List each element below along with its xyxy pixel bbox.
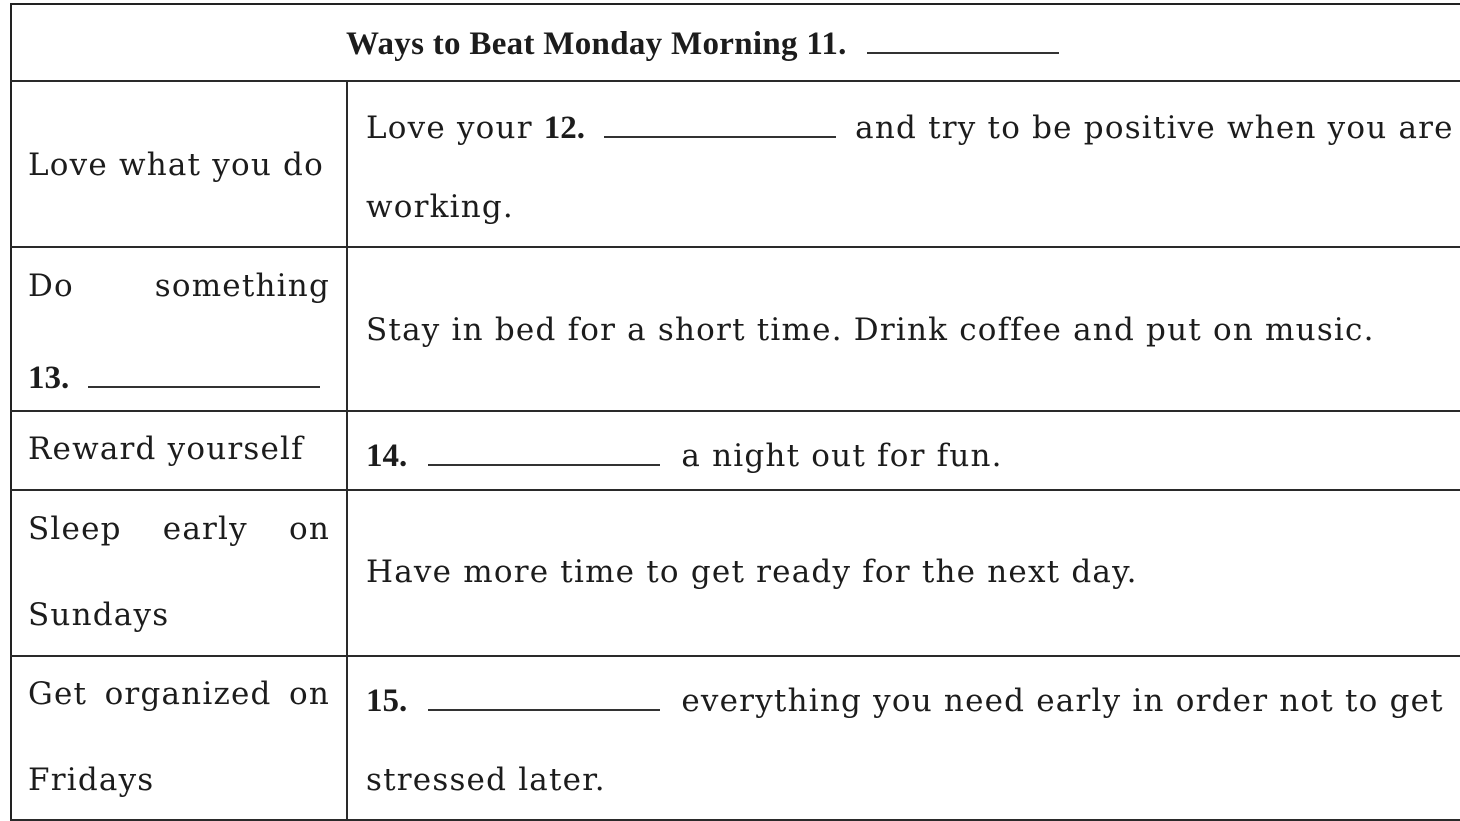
row1-number: 12. — [543, 110, 586, 146]
row3-suffix: a night out for fun. — [681, 438, 1003, 474]
row5-right-line2: stressed later. — [366, 762, 606, 798]
row5-left-word1: Get — [28, 676, 88, 712]
row2-left-line2 — [28, 356, 320, 395]
row2-left-line1 — [28, 268, 330, 304]
row4-left-word3: on — [288, 511, 330, 547]
row2-left-word2: something — [154, 268, 330, 304]
row5-left-line2: Fridays — [28, 762, 155, 798]
answer-blank-14[interactable] — [428, 434, 660, 466]
row2-number: 13. — [28, 360, 70, 396]
title-number: 11. — [806, 26, 847, 62]
row4-left-line2: Sundays — [28, 597, 170, 633]
row3-left-text: Reward yourself — [28, 431, 304, 467]
answer-blank-12[interactable] — [604, 106, 836, 138]
answer-blank-15[interactable] — [428, 679, 660, 711]
row2-left-word1: Do — [28, 268, 74, 304]
row-divider — [10, 655, 1460, 657]
row1-prefix: Love your — [366, 110, 533, 146]
row1-suffix: and try to be positive when you are — [855, 110, 1454, 146]
row-divider — [10, 489, 1460, 491]
row5-left-line1 — [28, 676, 330, 712]
row3-number: 14. — [366, 438, 408, 474]
row3-right-line — [366, 434, 1003, 473]
row4-left-line1 — [28, 511, 330, 547]
row-divider — [10, 80, 1460, 82]
row5-left-word3: on — [288, 676, 330, 712]
row1-right-line1 — [366, 106, 1454, 145]
row1-right-line2: working. — [366, 189, 514, 225]
row4-right-text: Have more time to get ready for the next day. — [366, 554, 1138, 590]
row-divider — [10, 246, 1460, 248]
row-divider — [10, 410, 1460, 412]
row1-left-text: Love what you do — [28, 147, 324, 183]
row4-left-word2: early — [162, 511, 248, 547]
row4-left-word1: Sleep — [28, 511, 122, 547]
column-divider — [346, 82, 348, 821]
title-text: Ways to Beat Monday Morning — [346, 26, 798, 62]
row5-left-word2: organized — [104, 676, 272, 712]
answer-blank-11[interactable] — [867, 22, 1059, 54]
table-title — [346, 22, 1059, 63]
answer-blank-13[interactable] — [88, 356, 320, 388]
row5-suffix: everything you need early in order not to get — [681, 683, 1444, 719]
row5-right-line1 — [366, 679, 1444, 718]
row5-number: 15. — [366, 683, 408, 719]
row2-right-text: Stay in bed for a short time. Drink coffee and put on music. — [366, 312, 1375, 348]
